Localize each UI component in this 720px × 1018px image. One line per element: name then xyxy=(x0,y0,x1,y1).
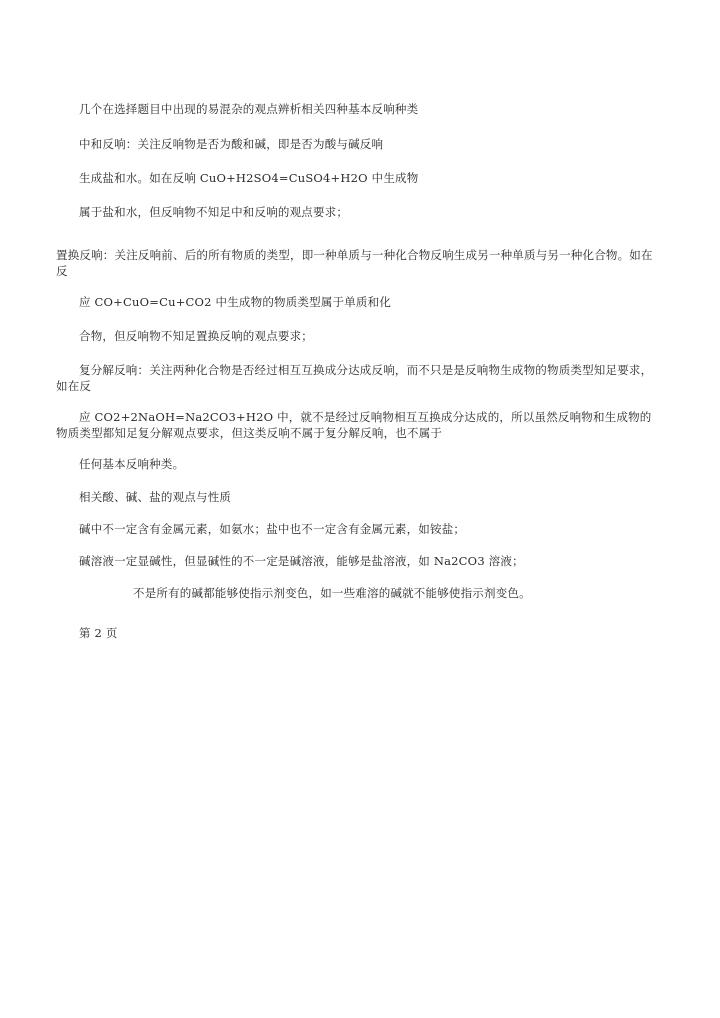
paragraph-line: 合物，但反响物不知足置换反响的观点要求； xyxy=(79,329,313,343)
paragraph-block: 应 CO2+2NaOH=Na2CO3+H2O 中，就不是经过反响物相互互换成分达成的，所以虽然反响物和生成物的物质类型都知足复分解观点要求，但这类反响不属于复分解反响，也不属于 xyxy=(56,410,652,440)
paragraph-block: 复分解反响：关注两种化合物是否经过相互互换成分达成反响，而不只是是反响物生成物的物质类型知足要求，如在反 xyxy=(56,363,653,393)
paragraph-line: 不是所有的碱都能够使指示剂变色，如一些难溶的碱就不能够使指示剂变色。 xyxy=(133,586,531,600)
paragraph-line: 中和反响：关注反响物是否为酸和碱，即是否为酸与碱反响 xyxy=(79,137,384,151)
paragraph-line: 任何基本反响种类。 xyxy=(79,457,185,471)
section-heading: 几个在选择题目中出现的易混杂的观点辨析相关四种基本反响种类 xyxy=(79,102,419,116)
section-heading: 相关酸、碱、盐的观点与性质 xyxy=(79,490,232,504)
paragraph-line: 属于盐和水，但反响物不知足中和反响的观点要求； xyxy=(79,205,349,219)
paragraph-line: 生成盐和水。如在反响 CuO+H2SO4=CuSO4+H2O 中生成物 xyxy=(79,171,419,185)
paragraph-block: 置换反响：关注反响前、后的所有物质的类型，即一种单质与一种化合物反响生成另一种单质与另一种化合物。如在反 xyxy=(56,248,653,278)
paragraph-line: 应 CO+CuO=Cu+CO2 中生成物的物质类型属于单质和化 xyxy=(79,295,392,309)
paragraph-line: 碱溶液一定显碱性，但显碱性的不一定是碱溶液，能够是盐溶液，如 Na2CO3 溶液； xyxy=(79,554,524,568)
paragraph-line: 碱中不一定含有金属元素，如氨水；盐中也不一定含有金属元素，如铵盐； xyxy=(79,522,466,536)
page-number: 第 2 页 xyxy=(79,626,118,640)
